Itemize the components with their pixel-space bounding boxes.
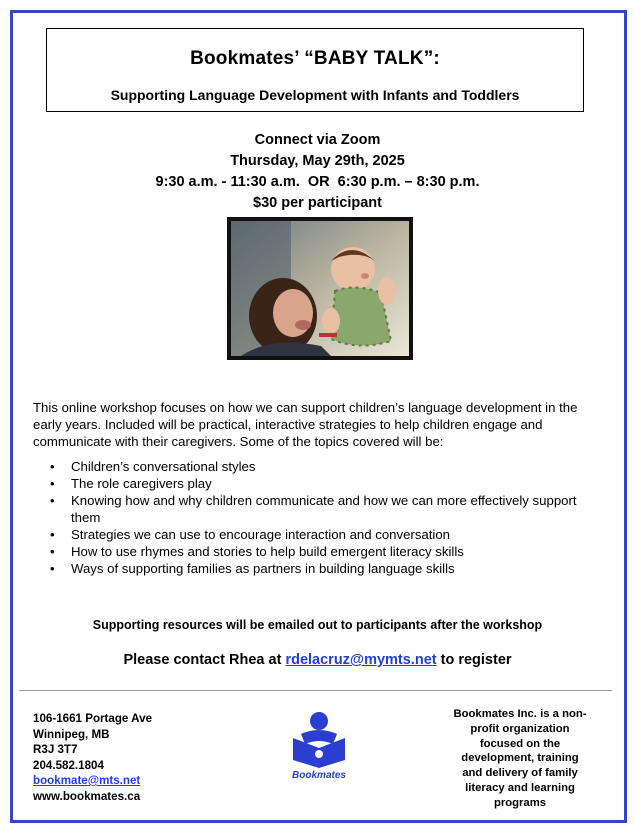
bullet-icon: • [50, 527, 55, 542]
logo-wordmark: Bookmates [292, 770, 346, 781]
list-item [50, 526, 595, 543]
address-street: 106-1661 Portage Ave [33, 712, 153, 725]
bullet-icon: • [50, 459, 55, 474]
mother-baby-photo [227, 217, 413, 360]
list-item [50, 458, 595, 475]
topic-text: How to use rhymes and stories to help build emergent literacy skills [71, 544, 464, 559]
bullet-icon: • [50, 561, 55, 576]
event-platform: Connect via Zoom [254, 132, 381, 148]
footer-website: www.bookmates.ca [33, 789, 141, 803]
address-phone: 204.582.1804 [33, 758, 104, 772]
bullet-icon: • [50, 493, 55, 508]
topic-text: Knowing how and why children communicate and how we can more effectively support them [71, 493, 577, 525]
title-box [46, 28, 584, 112]
topic-text: Strategies we can use to encourage interaction and conversation [71, 527, 451, 542]
event-times: 9:30 a.m. - 11:30 a.m. OR 6:30 p.m. – 8:30 p.m. [155, 174, 480, 190]
organization-about: Bookmates Inc. is a non-profit organization focused on the development, training and delivery of family literacy and learning programs [453, 708, 587, 809]
page-subtitle: Supporting Language Development with Infants and Toddlers [110, 87, 520, 103]
list-item [50, 543, 595, 560]
footer-address [33, 711, 152, 804]
list-item [50, 492, 595, 526]
bookmates-logo-icon [283, 708, 355, 770]
event-details [0, 130, 635, 214]
topic-text: The role caregivers play [71, 476, 212, 491]
topic-text: Children’s conversational styles [71, 459, 256, 474]
topic-text: Ways of supporting families as partners in building language skills [71, 561, 455, 576]
address-city: Winnipeg, MB [33, 727, 110, 741]
page-title: Bookmates’ “BABY TALK”: [190, 48, 440, 69]
list-item [50, 475, 595, 492]
footer-divider [19, 690, 612, 691]
event-price: $30 per participant [253, 195, 382, 211]
bullet-icon: • [50, 544, 55, 559]
contact-suffix: to register [436, 652, 512, 668]
bullet-icon: • [50, 476, 55, 491]
address-postal: R3J 3T7 [33, 743, 78, 756]
contact-line [0, 652, 635, 668]
contact-email-link[interactable]: rdelacruz@mymts.net [285, 652, 437, 668]
footer-email-link[interactable]: bookmate@mts.net [33, 774, 141, 787]
list-item [50, 560, 595, 577]
event-date: Thursday, May 29th, 2025 [230, 153, 405, 169]
resources-note: Supporting resources will be emailed out to participants after the workshop [92, 618, 543, 632]
photo-illustration [231, 221, 409, 356]
workshop-description: This online workshop focuses on how we can support children’s language development in the early years. Included will be practical, interactive strategies to help children engage and communicate with their caregivers. Some of the topics covered will be: [33, 400, 578, 449]
topics-list [50, 458, 595, 577]
bookmates-logo [283, 708, 355, 788]
contact-prefix: Please contact Rhea at [123, 652, 286, 668]
